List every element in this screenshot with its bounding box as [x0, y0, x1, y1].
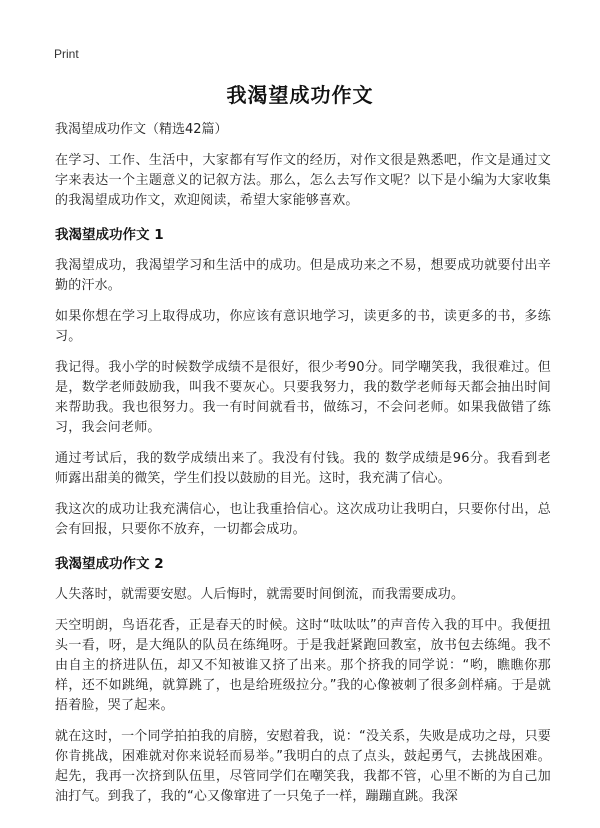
section-1-paragraph: 如果你想在学习上取得成功，你应该有意识地学习，读更多的书，读更多的书，多练习。: [55, 309, 551, 344]
section-2-paragraph: 人失落时，就需要安慰。人后悔时，就需要时间倒流，而我需要成功。: [55, 587, 465, 602]
section-2-paragraph: 天空明朗，鸟语花香，正是春天的时候。这时“呔呔呔”的声音传入我的耳中。我便扭头一看，呀，是大绳队的队员在练绳呀。于是我赶紧跑回教室，放书包去练绳。我不由自主的挤进队伍，却又不知被谁又挤了出来。那个挤我的同学说：“哟，瞧瞧你那样，还不如跳绳，就算跳了，也是给班级拉分。”我的心像被刺了很多剑样痛。于是就捂着脸，哭了起来。: [55, 618, 551, 713]
article-body: [55, 120, 551, 818]
section-1-paragraph: 我渴望成功，我渴望学习和生活中的成功。但是成功来之不易，想要成功就要付出辛勤的汗水。: [55, 258, 551, 293]
section-1-paragraph: 我这次的成功让我充满信心，也让我重拾信心。这次成功让我明白，只要你付出，总会有回报，只要你不放弃，一切都会成功。: [55, 502, 551, 537]
section-1-paragraph: 通过考试后，我的数学成绩出来了。我没有付钱。我的 数学成绩是96分。我看到老师露出甜美的微笑，学生们投以鼓励的目光。这时，我充满了信心。: [55, 451, 551, 486]
print-link[interactable]: Print: [54, 47, 79, 61]
section-2-paragraph: 就在这时，一个同学拍拍我的肩膀，安慰着我，说：“没关系，失败是成功之母，只要你肯挑战，困难就对你来说轻而易举。”我明白的点了点头，鼓起勇气，去挑战困难。起先，我再一次挤到队伍里，尽管同学们在嘲笑我，我都不管，心里不断的为自己加油打气。到我了，我的“心又像窜进了一只兔子一样，蹦蹦直跳。我深: [55, 729, 551, 804]
page-title: 我渴望成功作文: [226, 83, 374, 107]
section-heading-1: 我渴望成功作文 1: [55, 227, 164, 243]
article-subtitle: 我渴望成功作文（精选42篇）: [55, 122, 228, 137]
intro-paragraph: 在学习、工作、生活中，大家都有写作文的经历，对作文很是熟悉吧，作文是通过文字来表达一个主题意义的记叙方法。那么，怎么去写作文呢？以下是小编为大家收集的我渴望成功作文，欢迎阅读，希望大家能够喜欢。: [55, 153, 551, 208]
section-heading-2: 我渴望成功作文 2: [55, 556, 164, 572]
section-1-paragraph: 我记得。我小学的时候数学成绩不是很好，很少考90分。同学嘲笑我，我很难过。但是，数学老师鼓励我，叫我不要灰心。只要我努力，我的数学老师每天都会抽出时间来帮助我。我也很努力。我一有时间就看书，做练习，不会问老师。如果我做错了练习，我会问老师。: [55, 360, 551, 435]
